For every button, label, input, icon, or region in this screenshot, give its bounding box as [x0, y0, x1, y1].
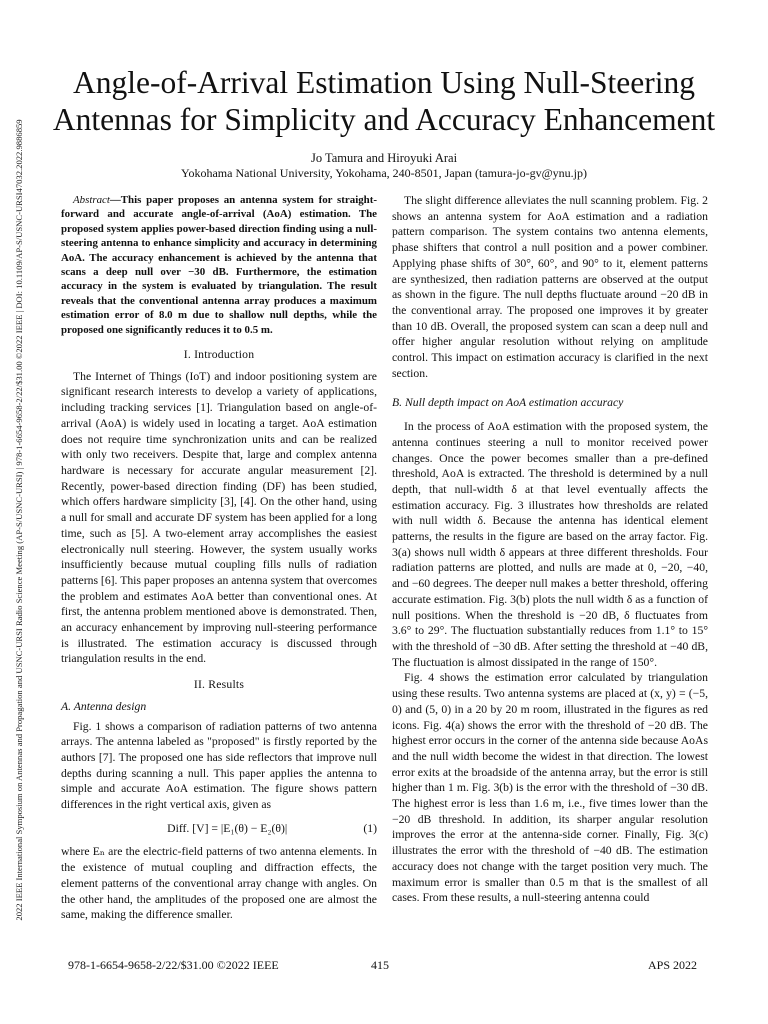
- section-heading-results: II. Results: [193, 678, 245, 692]
- subsection-heading-null-depth: B. Null depth impact on AoA estimation accuracy: [392, 396, 624, 410]
- footer-copyright: 978-1-6654-9658-2/22/$31.00 ©2022 IEEE: [68, 958, 279, 972]
- affiliation: Yokohama National University, Yokohama, 240-8501, Japan (tamura-jo-gv@ynu.jp): [181, 166, 587, 180]
- antenna-design-paragraph-2: where Eₙ are the electric-field patterns of two antenna elements. In the existence of mutual coupling and diffraction effects, the element patterns of the conventional array change with angles. On the other hand, the amplitudes of the proposed one are almost the same, making the difference smaller.: [61, 845, 377, 922]
- subsection-heading-antenna-design: A. Antenna design: [61, 699, 147, 713]
- results-paragraph-3: Fig. 4 shows the estimation error calculated by triangulation using these results. Two antenna systems are placed at (x, y) = (−5, 0) and (5, 0) in a 20 by 20 m room, illustrated in the figures as red icons. Fig. 4(a) shows the error with the threshold of −20 dB. The highest error occurs in the corner of the antenna side because AoAs and the null width become the widest in that direction. The lowest error exits at the broadside of the antenna array, but the error is still higher than 1 m. Fig. 3(b) is the error with the threshold of −30 dB. The highest error is less than 1.6 m, i.e., five times lower than the −20 dB threshold. In addition, its sharper angular resolution improves the error at the antenna-side corner. Finally, Fig. 3(c) illustrates the error with the threshold of −40 dB. The estimation accuracy does not change with the target position very much. The maximum error is smaller than 0.5 m that is the smallest of all cases. From these results, a null-steering antenna could: [392, 671, 708, 905]
- equation-number: (1): [363, 821, 377, 835]
- abstract-text: —This paper proposes an antenna system for straight-forward and accurate angle-of-arrival (AoA) estimation. The proposed system applies power-based direction finding using a null-steering antenna to enhance simplicity and accuracy in determining AoA. The accuracy enhancement is achieved by the antenna that scans a deep null over −30 dB. Furthermore, the estimation accuracy in the system is evaluated by triangulation. The result reveals that the conventional antenna array produces a maximum estimation error of 8.0 m due to shallow null depths, while the proposed one significantly reduces it to 0.5 m.: [61, 194, 377, 336]
- abstract: [61, 193, 377, 337]
- equation-1: [61, 821, 377, 837]
- footer-conference: APS 2022: [648, 958, 698, 972]
- introduction-paragraph: The Internet of Things (IoT) and indoor positioning system are significant research interests to develop a variety of applications, including tracking services [1]. Triangulation based on angle-of-arrival (AoA) is widely used in locating a target. AoA estimation does not require time synchronization units and can be realized with only two receivers. Despite that, large and complex antenna hardware is necessary for accurate angular measurement [2]. Recently, power-based direction finding (DF) has been studied, which offers hardware simplicity [3], [4]. On the other hand, using a null for small and accurate DF system has been applied for a long time, such as [5]. A two-element array accomplishes the easiest electronically null steering. However, the system usually works insufficiently because mutual coupling fills nulls of radiation patterns [6]. This paper proposes an antenna system that overcomes the problem and estimates AoA better than conventional ones. At first, the antenna problem mentioned above is demonstrated. Then, an accuracy enhancement by improving null-steering performance is illustrated. The estimation accuracy is discussed through triangulation results in the end.: [61, 369, 377, 666]
- footer-page-number: 415: [371, 958, 389, 972]
- sidebar-citation-text: 2022 IEEE International Symposium on Antennas and Propagation and USNC-URSI Radio Science Meeting (AP-S/USNC-URSI) | 978-1-6654-9658-2/22/$31.00 ©2022 IEEE | DOI: 10.1109/AP-S/USNC-URSI47032.2022.9886859: [14, 119, 24, 921]
- paper-title: [40, 64, 728, 138]
- abstract-label: Abstract: [73, 194, 110, 206]
- results-paragraph-1: The slight difference alleviates the null scanning problem. Fig. 2 shows an antenna system for AoA estimation and a radiation pattern comparison. The system contains two antenna elements, phase shifters that control a null position and a power combiner. Applying phase shifts of 30°, 60°, and 90° to it, element patterns are synthesized, then radiation patterns are observed at the output as shown in the figure. The null depths fluctuate around −20 dB in the conventional array. The proposed one improves it by greater than 10 dB. Overall, the proposed system can scan a deep null and offer higher angular resolution without relying on amplitude control. This impact on estimation accuracy is clarified in the next section.: [392, 194, 708, 380]
- left-column: [61, 193, 377, 923]
- equation-text: Diff. [V] = |E₁(θ) − E₂(θ)|: [167, 821, 288, 835]
- section-heading-introduction: I. Introduction: [183, 348, 255, 362]
- authors: Jo Tamura and Hiroyuki Arai: [310, 151, 458, 165]
- antenna-design-paragraph-1: Fig. 1 shows a comparison of radiation patterns of two antenna arrays. The antenna labeled as "proposed" is firstly reported by the authors [7]. The proposed one has side reflectors that improve null depths during scanning a null. This paper applies the antenna to simple and accurate AoA estimation. The figure shows pattern differences in the right vertical axis, given as: [61, 719, 377, 812]
- title-line-2: Antennas for Simplicity and Accuracy Enhancement: [52, 102, 716, 137]
- results-paragraph-2: In the process of AoA estimation with the proposed system, the antenna continues steering a null to monitor received power changes. Once the power becomes smaller than a pre-defined threshold, AoA is extracted. The threshold is determined by a null depth, that null-width δ at that level eventually affects the estimation accuracy. Fig. 3 illustrates how thresholds are related with null width δ. Because the antenna has identical element patterns, the results in the figure are based on the array factor. Fig. 3(a) shows null width δ appears at three different thresholds. Four radiation patterns are plotted, and nulls are made at 0, −20, −40, and −60 degrees. The deeper null makes a better threshold, offering accurate estimation. Fig. 3(b) plots the null width δ as a function of null positions. When the threshold is −20 dB, δ fluctuates from 3.6° to 29°. The fluctuation substantially reduces from 1.1° to 15° with the threshold of −30 dB. After setting the threshold at −40 dB, The fluctuation is almost dissipated in the range of 150°.: [392, 420, 708, 669]
- right-column: [392, 193, 708, 906]
- sidebar-citation: [6, 30, 32, 1010]
- title-line-1: Angle-of-Arrival Estimation Using Null-Steering: [72, 65, 695, 100]
